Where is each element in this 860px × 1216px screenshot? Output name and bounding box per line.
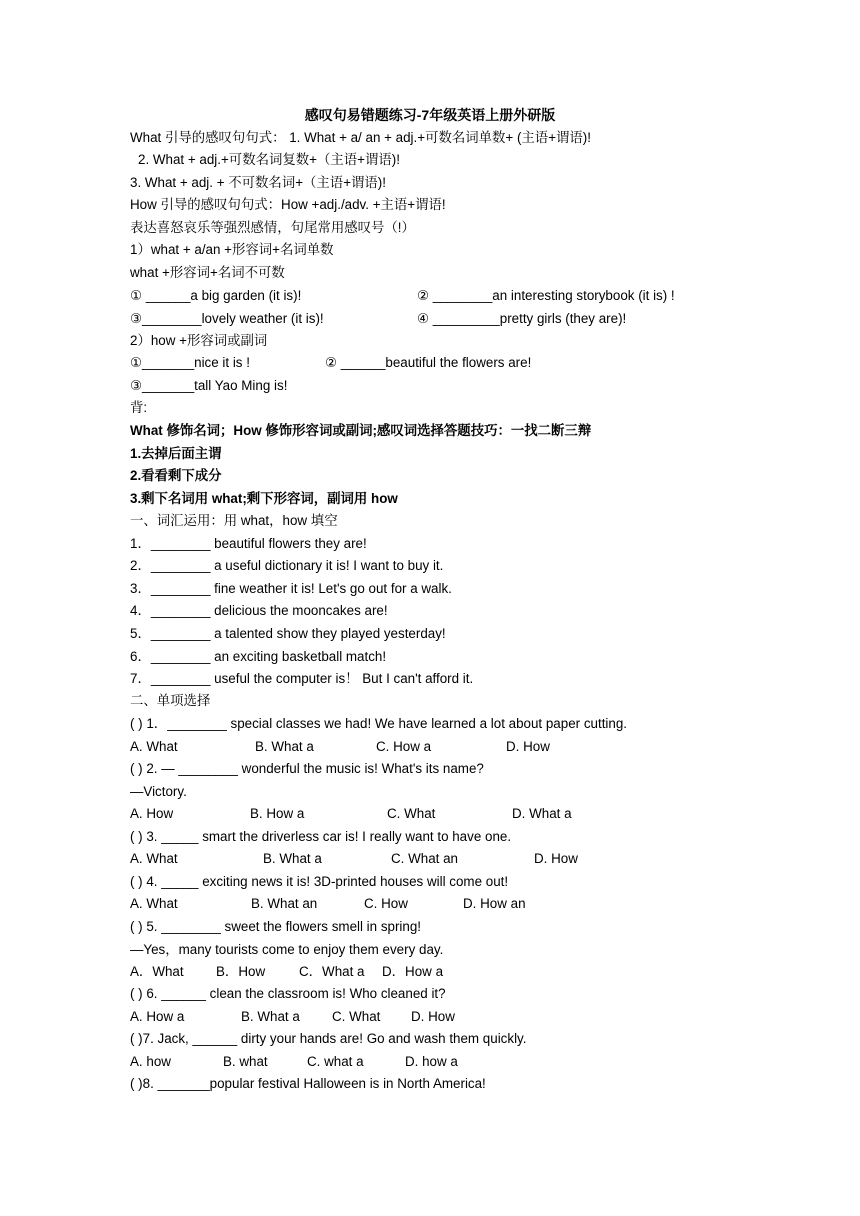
example-item: ② ______beautiful the flowers are! [325,355,532,370]
option: B．How [216,964,266,979]
question-stem: ( ) 4. _____ exciting news it is! 3D-printed houses will come out! [130,874,509,889]
what-rule-2: 2. What + adj.+可数名词复数+（主语+谓语)! [138,152,400,167]
option: C. What an [391,851,458,866]
option: A. How a [130,1009,185,1024]
option: B. what [223,1054,268,1069]
option: A．What [130,964,184,979]
section1-subheading: what +形容词+名词不可数 [130,265,285,280]
fill-item: 4．________ delicious the mooncakes are! [130,603,388,618]
option: D. How [534,851,578,866]
option: A. What [130,896,178,911]
question-reply: —Yes，many tourists come to enjoy them every day. [130,942,444,957]
option: A. How [130,806,174,821]
option: D. How [411,1009,455,1024]
option: A. What [130,739,178,754]
option: D. What a [512,806,572,821]
option: D. how a [405,1054,458,1069]
question-stem: ( ) 1．________ special classes we had! We have learned a lot about paper cutting. [130,716,628,731]
question-stem: ( ) 5. ________ sweet the flowers smell in spring! [130,919,422,934]
page-title: 感叹句易错题练习-7年级英语上册外研版 [304,107,556,123]
option: C. What [332,1009,381,1024]
section2-heading: 2）how +形容词或副词 [130,333,268,348]
example-item: ③________lovely weather (it is)! [130,311,324,326]
fill-item: 6．________ an exciting basketball match! [130,649,387,664]
tip-text: What 修饰名词；How 修饰形容词或副词;感叹词选择答题技巧：一找二断三辩 [130,423,592,438]
option: C. what a [307,1054,364,1069]
option: D. How an [463,896,526,911]
example-item: ② ________an interesting storybook (it is) ! [417,288,675,303]
option: D．How a [382,964,444,979]
question-stem: ( ) 3. _____ smart the driverless car is! I really want to have one. [130,829,512,844]
fill-item: 3．________ fine weather it is! Let's go out for a walk. [130,581,452,596]
example-item: ③_______tall Yao Ming is! [130,378,288,393]
question-reply: —Victory. [130,784,187,799]
step-item: 3.剩下名词用 what;剩下形容词，副词用 how [130,491,398,506]
fill-item: 5．________ a talented show they played yesterday! [130,626,446,641]
step-item: 2.看看剩下成分 [130,468,222,483]
option: C. How a [376,739,432,754]
example-item: ④ _________pretty girls (they are)! [417,311,627,326]
fill-item: 2．________ a useful dictionary it is! I want to buy it. [130,558,444,573]
option: B. How a [250,806,305,821]
fill-item: 1．________ beautiful flowers they are! [130,536,367,551]
question-stem: ( )8. _______popular festival Halloween is in North America! [130,1076,486,1091]
option: B. What a [255,739,314,754]
fill-item: 7．________ useful the computer is！ But I can't afford it. [130,671,474,686]
how-rule: How 引导的感叹句句式：How +adj./adv. +主语+谓语! [130,197,446,212]
question-stem: ( ) 6. ______ clean the classroom is! Who cleaned it? [130,986,446,1001]
part2-heading: 二、单项选择 [130,693,211,708]
option: A. how [130,1054,171,1069]
option: D. How [506,739,550,754]
option: A. What [130,851,178,866]
option: C. How [364,896,408,911]
step-item: 1.去掉后面主谓 [130,446,222,461]
example-item: ①_______nice it is ! [130,355,250,370]
memorize-label: 背: [130,400,148,415]
what-rule-3: 3. What + adj. + 不可数名词+（主语+谓语)! [130,175,386,190]
option: B. What a [241,1009,300,1024]
option: C. What [387,806,436,821]
option: B. What a [263,851,322,866]
what-rule-1: What 引导的感叹句句式： 1. What + a/ an + adj.+可数名词单数+ (主语+谓语)! [130,130,591,145]
option: B. What an [251,896,318,911]
option: C．What a [299,964,365,979]
part1-heading: 一、词汇运用：用 what，how 填空 [130,513,338,528]
question-stem: ( )7. Jack, ______ dirty your hands are! Go and wash them quickly. [130,1031,527,1046]
question-stem: ( ) 2. — ________ wonderful the music is! What's its name? [130,761,484,776]
section1-heading: 1）what + a/an +形容词+名词单数 [130,242,334,257]
example-item: ① ______a big garden (it is)! [130,288,302,303]
usage-note: 表达喜怒哀乐等强烈感情，句尾常用感叹号（!） [130,220,415,235]
